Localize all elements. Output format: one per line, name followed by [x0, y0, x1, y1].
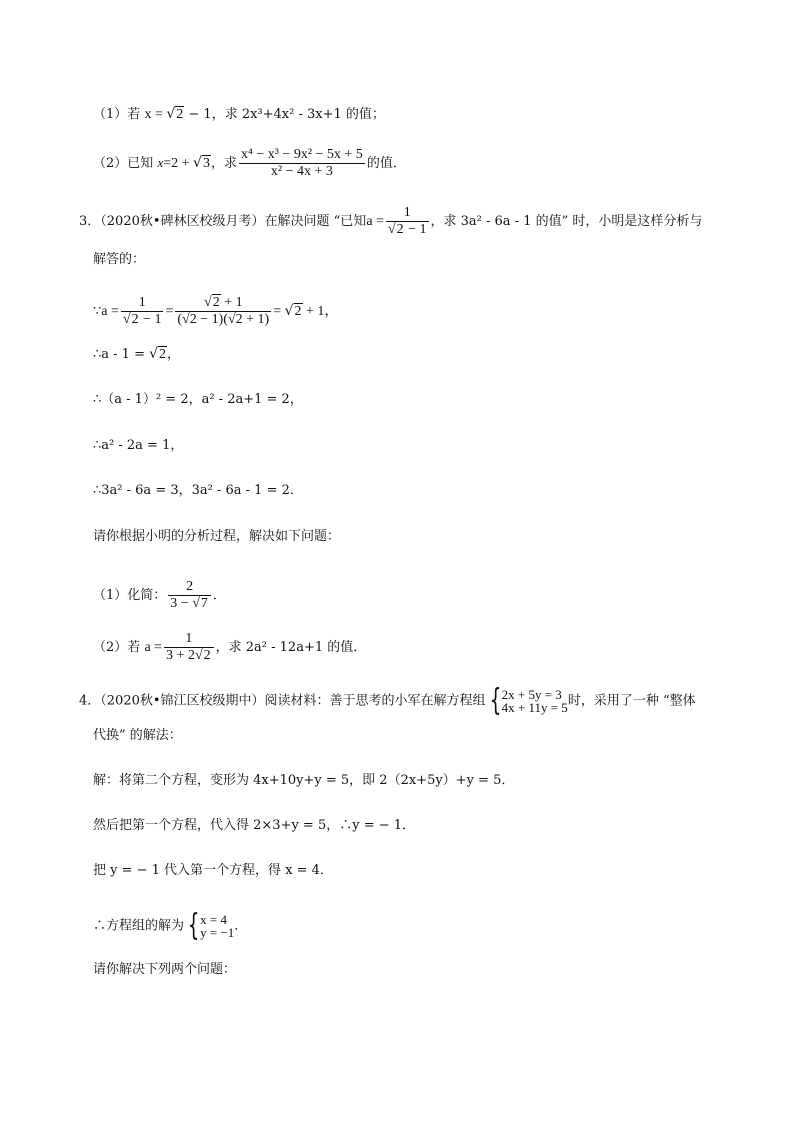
p4-sol-line2: 然后把第一个方程，代入得 2×3+y = 5，∴y = − 1．: [93, 818, 416, 833]
p3-prompt: 请你根据小明的分析过程，解决如下问题：: [93, 529, 341, 544]
p2-q2-x: x: [157, 155, 164, 170]
p2-q2-pre: 已知: [127, 156, 154, 171]
p2-q1: [93, 104, 385, 125]
p3-q2-fraction: $\frac{1}{3 + 2√2}$: [164, 632, 214, 663]
p2-q2: [93, 148, 406, 179]
p4-header: 4．（2020秋•锦江区校级期中）阅读材料：善于思考的小军在解方程组 { 2x + 5y = 3 4x + 11y = 5 时，采用了一种 “整体: [79, 683, 696, 718]
because-symbol: ∵: [93, 304, 102, 319]
p2-q1-eq: x =: [144, 107, 167, 122]
p3-header-text: 3．（2020秋•碑林区校级月考）在解决问题 “已知: [79, 214, 367, 229]
p2-q2-sqrt: √3: [193, 155, 210, 171]
p3-given-fraction: $\frac{1}{√2 - 1}$: [387, 205, 427, 237]
p4-sol-line3: 把 y = − 1 代入第一个方程，得 x = 4．: [93, 863, 333, 878]
p3-s1-a: a =: [101, 304, 119, 319]
p2-q2-post: 的值．: [366, 156, 406, 171]
p2-q2-ask: ，求: [210, 156, 237, 171]
p4-prompt: 请你解决下列两个问题：: [93, 962, 237, 977]
p2-q1-sqrt: √2: [166, 106, 184, 122]
p3-header-tail: ，求 3a² - 6a - 1 的值” 时，小明是这样分析与: [430, 214, 703, 229]
p2-q1-pre: 若: [127, 107, 141, 122]
p2-q2-fraction: $\frac{\text{x⁴ − x³ − 9x² − 5x + 5}}{\text{x² − 4x + 3}}$: [240, 147, 363, 179]
p3-step1: ∵a = $\frac{1}{√2 - 1}$ = $\frac{√2 + 1}{(√2 - 1)(√2 + 1)}$ = √2 + 1，: [93, 295, 339, 327]
p3-s1-frac1: $\frac{1}{√2 - 1}$: [122, 295, 162, 327]
p4-equation-system: { 2x + 5y = 3 4x + 11y = 5: [489, 683, 568, 718]
p4-sol-line1: 解：将第二个方程，变形为 4x+10y+y = 5，即 2（2x+5y）+y = 5．: [93, 773, 515, 788]
p4-sol-line4: ∴方程组的解为 { x = 4 y = −1 ．: [93, 908, 248, 943]
p3-q1: （1）化简： $\frac{2}{3 - √7}$ ．: [93, 579, 226, 611]
p3-step3: ∴（a - 1）² = 2，a² - 2a+1 = 2，: [93, 392, 303, 407]
p2-q1-number: （1）: [93, 107, 128, 122]
p3-step5: ∴3a² - 6a = 3，3a² - 6a - 1 = 2．: [93, 483, 303, 498]
p4-solution-system: { x = 4 y = −1: [187, 908, 235, 943]
p2-q2-eq: =2 +: [163, 156, 194, 171]
p2-q1-post: − 1，求 2x³+4x² - 3x+1 的值；: [184, 107, 385, 122]
p2-q2-number: （2）: [93, 156, 128, 171]
p3-s1-frac2: $\frac{√2 + 1}{(√2 - 1)(√2 + 1)}$: [177, 295, 270, 327]
p3-header: [79, 206, 702, 237]
p3-step2: ∴a - 1 = √2，: [93, 346, 181, 362]
p3-s1-result: √2: [284, 303, 302, 319]
p3-q2: （2）若 a = $\frac{1}{3 + 2√2}$ ，求 2a² - 12a+1 的值．: [93, 631, 367, 663]
p3-a-eq: a =: [366, 214, 384, 229]
p4-line2: 代换” 的解法：: [93, 728, 182, 743]
p3-line2: 解答的：: [93, 252, 146, 267]
p3-q1-fraction: $\frac{2}{3 - √7}$: [168, 580, 211, 611]
p3-step4: ∴a² - 2a = 1，: [93, 438, 184, 453]
